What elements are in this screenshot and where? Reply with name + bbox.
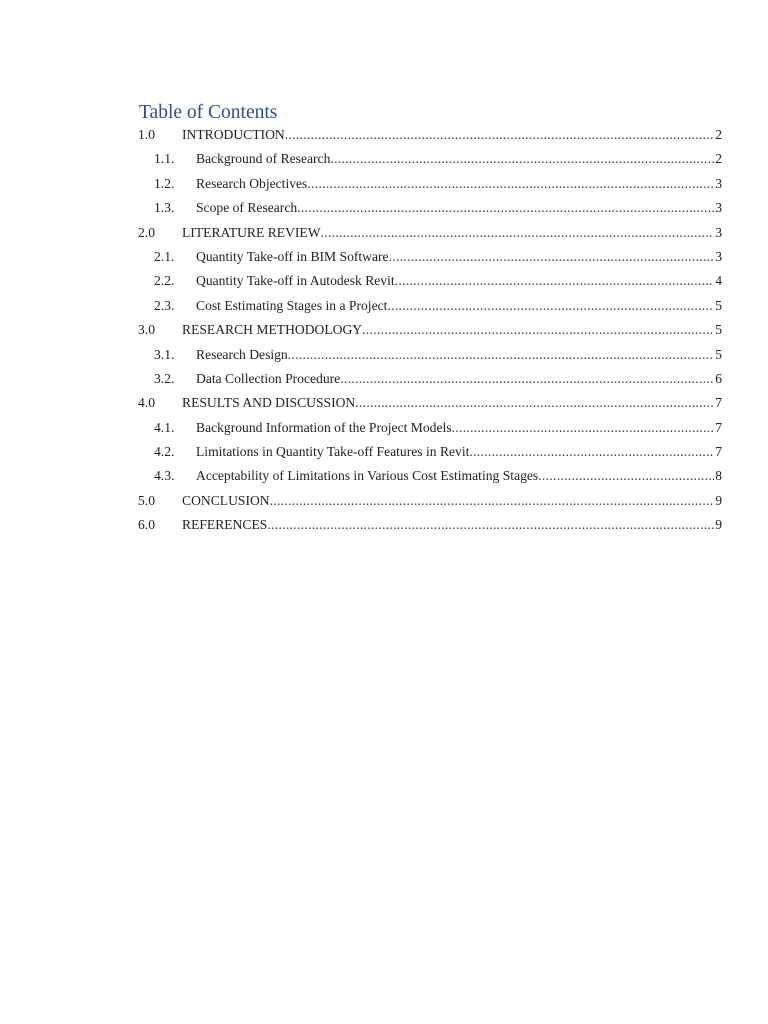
toc-entry-title: Background Information of the Project Models	[196, 419, 452, 435]
toc-entry-title: Acceptability of Limitations in Various Cost Estimating Stages	[196, 468, 539, 484]
toc-entry-page-number: 3	[715, 224, 722, 240]
toc-dot-leader	[321, 221, 715, 245]
toc-dot-leader	[389, 245, 715, 269]
toc-entry[interactable]	[138, 196, 722, 220]
toc-entry-number: 2.3.	[154, 297, 175, 313]
toc-dot-leader	[452, 416, 715, 440]
toc-dot-leader	[469, 440, 714, 464]
toc-entry-number: 4.3.	[154, 468, 175, 484]
toc-entry-number: 1.1.	[154, 151, 175, 167]
toc-entry-page-number: 7	[715, 444, 722, 460]
toc-entry-page-number: 3	[715, 200, 722, 216]
toc-entry-page-number: 5	[715, 346, 722, 362]
toc-dot-leader	[395, 269, 715, 293]
toc-entry-number: 2.2.	[154, 273, 175, 289]
toc-entry-title: Research Design	[196, 346, 288, 362]
toc-entry-number: 2.1.	[154, 248, 175, 264]
toc-entry-page-number: 6	[715, 370, 722, 386]
toc-entry-title: Quantity Take-off in Autodesk Revit	[196, 273, 395, 289]
toc-entry[interactable]	[138, 123, 722, 147]
toc-entry[interactable]	[138, 245, 722, 269]
toc-entry[interactable]	[138, 464, 722, 488]
toc-entry-number: 1.3.	[154, 200, 175, 216]
toc-entry-title: REFERENCES	[182, 517, 268, 533]
toc-entry[interactable]	[138, 343, 722, 367]
toc-entry-page-number: 8	[715, 468, 722, 484]
toc-entry[interactable]	[138, 294, 722, 318]
toc-entry-page-number: 5	[715, 322, 722, 338]
toc-entry-number: 4.2.	[154, 444, 175, 460]
toc-dot-leader	[340, 367, 714, 391]
toc-entry-title: INTRODUCTION	[182, 127, 285, 142]
toc-entry-number: 4.1.	[154, 419, 175, 435]
toc-entry-page-number: 7	[715, 395, 722, 411]
toc-entry-page-number: 2	[715, 127, 722, 142]
toc-dot-leader	[270, 489, 715, 513]
toc-entry-page-number: 7	[715, 419, 722, 435]
toc-entry-title: RESEARCH METHODOLOGY	[182, 322, 363, 338]
toc-entry[interactable]	[138, 391, 722, 415]
toc-entry[interactable]	[138, 489, 722, 513]
toc-entry[interactable]	[138, 269, 722, 293]
toc-entry[interactable]	[138, 318, 722, 342]
toc-entry-title: Background of Research	[196, 151, 331, 167]
toc-title: Table of Contents	[139, 102, 278, 123]
toc-dot-leader	[297, 196, 714, 220]
toc-dot-leader	[538, 464, 714, 488]
toc-entry-page-number: 9	[715, 492, 722, 508]
toc-entry[interactable]	[138, 416, 722, 440]
toc-dot-leader	[355, 391, 714, 415]
toc-entry-title: CONCLUSION	[182, 492, 270, 508]
toc-dot-leader	[330, 147, 714, 171]
toc-entry[interactable]	[138, 513, 722, 537]
toc-entry-title: LITERATURE REVIEW	[182, 224, 321, 240]
toc-entry-number: 5.0	[138, 492, 155, 508]
toc-entry[interactable]	[138, 221, 722, 245]
toc-dot-leader	[288, 343, 714, 367]
toc-entry-page-number: 3	[715, 248, 722, 264]
toc-entry-number: 1.0	[138, 127, 155, 142]
toc-entry-title: Research Objectives	[196, 175, 308, 191]
toc-entry-number: 3.0	[138, 322, 155, 338]
toc-dot-leader	[387, 294, 714, 318]
toc-entry-number: 4.0	[138, 395, 155, 411]
toc-entry-page-number: 9	[715, 517, 722, 533]
toc-entry-number: 3.2.	[154, 370, 175, 386]
toc-entry-title: Data Collection Procedure	[196, 370, 341, 386]
toc-dot-leader	[267, 513, 714, 537]
toc-dot-leader	[362, 318, 714, 342]
toc-entry-title: Limitations in Quantity Take-off Features in Revit	[196, 444, 470, 460]
toc-entry-number: 1.2.	[154, 175, 175, 191]
toc-entry-number: 3.1.	[154, 346, 175, 362]
toc-list	[138, 123, 722, 538]
toc-entry[interactable]	[138, 147, 722, 171]
toc-entry-page-number: 5	[715, 297, 722, 313]
toc-entry-title: Cost Estimating Stages in a Project	[196, 297, 388, 313]
toc-entry-number: 6.0	[138, 517, 155, 533]
toc-entry[interactable]	[138, 172, 722, 196]
toc-entry-title: Quantity Take-off in BIM Software	[196, 248, 389, 264]
toc-entry-page-number: 2	[715, 151, 722, 167]
toc-dot-leader	[285, 123, 715, 147]
toc-entry-page-number: 4	[715, 273, 722, 289]
toc-dot-leader	[307, 172, 714, 196]
toc-entry[interactable]	[138, 367, 722, 391]
toc-entry-number: 2.0	[138, 224, 155, 240]
toc-entry-title: RESULTS AND DISCUSSION	[182, 395, 356, 411]
toc-entry-title: Scope of Research	[196, 200, 298, 216]
toc-entry-page-number: 3	[715, 175, 722, 191]
toc-entry[interactable]	[138, 440, 722, 464]
